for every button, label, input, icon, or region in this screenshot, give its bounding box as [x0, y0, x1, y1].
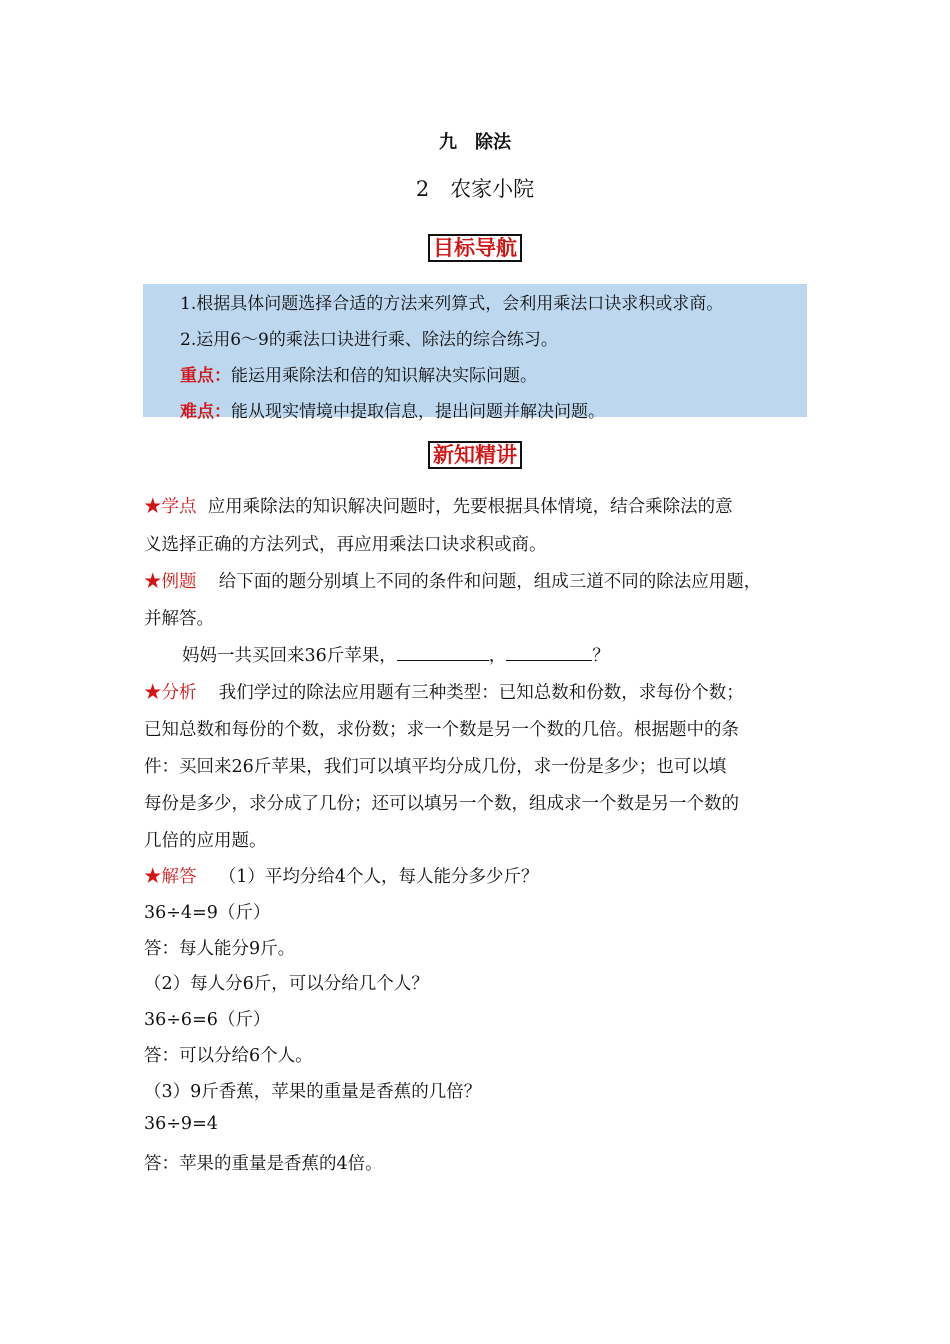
example-problem: [182, 642, 610, 667]
goal-2: 2.运用6～9的乘法口诀进行乘、除法的综合练习。: [180, 330, 558, 350]
question-3: （3）9斤香蕉，苹果的重量是香蕉的几倍？: [144, 1082, 482, 1102]
question-1: （1）平均分给4个人，每人能分多少斤？: [218, 867, 539, 887]
lesson-title: 2 农家小院: [415, 177, 535, 201]
example-problem-comma: ，: [488, 646, 507, 666]
analysis-text-4: 每份是多少，求分成了几份；还可以填另一个数，组成求一个数是另一个数的: [144, 794, 739, 814]
example-text-2: 并解答。: [144, 609, 214, 629]
example-problem-start: 妈妈一共买回来36斤苹果，: [182, 646, 397, 666]
new-knowledge-heading: 新知精讲: [428, 441, 522, 469]
example-text-1: 给下面的题分别填上不同的条件和问题，组成三道不同的除法应用题，: [218, 572, 762, 592]
example-problem-end: ？: [592, 646, 610, 666]
key-point-label: 重点：: [180, 366, 231, 386]
answer-label: ★解答: [144, 867, 197, 887]
analysis-text-2: 已知总数和每份的个数，求份数；求一个数是另一个数的几倍。根据题中的条: [144, 720, 739, 740]
example-line-1: [144, 568, 761, 593]
blank-condition: [397, 642, 489, 661]
analysis-text-3: 件：买回来26斤苹果，我们可以填平均分成几份，求一份是多少；也可以填: [144, 757, 727, 777]
goals-box: [143, 284, 807, 422]
analysis-text-5: 几倍的应用题。: [144, 831, 267, 851]
analysis-line-1: [144, 679, 744, 704]
analysis-label: ★分析: [144, 683, 197, 703]
question-3-calc: 36÷9=4: [144, 1114, 218, 1134]
difficulty-label: 难点：: [180, 402, 231, 422]
goals-heading: 目标导航: [428, 234, 522, 262]
key-point-text: 能运用乘除法和倍的知识解决实际问题。: [231, 366, 537, 386]
key-point: [180, 361, 537, 386]
point-line-1: [144, 493, 733, 518]
point-text-2: 义选择正确的方法列式，再应用乘法口诀求积或商。: [144, 535, 547, 555]
question-2: （2）每人分6斤，可以分给几个人？: [144, 974, 429, 994]
analysis-text-1: 我们学过的除法应用题有三种类型：已知总数和份数，求每份个数；: [218, 683, 744, 703]
difficulty-text: 能从现实情境中提取信息，提出问题并解决问题。: [231, 402, 605, 422]
question-2-answer: 答：可以分给6个人。: [144, 1046, 313, 1066]
question-3-answer: 答：苹果的重量是香蕉的4倍。: [144, 1154, 383, 1174]
unit-title: 九 除法: [439, 132, 511, 153]
goals-heading-wrap: [0, 234, 950, 262]
point-text-1: 应用乘除法的知识解决问题时，先要根据具体情境，结合乘除法的意: [207, 497, 733, 517]
new-knowledge-heading-wrap: [0, 441, 950, 469]
point-label: ★学点: [144, 497, 197, 517]
difficulty-point: [180, 397, 605, 422]
blank-question: [506, 642, 592, 661]
question-2-calc: 36÷6=6（斤）: [144, 1010, 271, 1030]
example-label: ★例题: [144, 572, 197, 592]
answer-line-1: [144, 863, 539, 888]
question-1-answer: 答：每人能分9斤。: [144, 939, 296, 959]
question-1-calc: 36÷4=9（斤）: [144, 903, 271, 923]
goal-1: 1.根据具体问题选择合适的方法来列算式，会利用乘法口诀求积或求商。: [180, 294, 724, 314]
